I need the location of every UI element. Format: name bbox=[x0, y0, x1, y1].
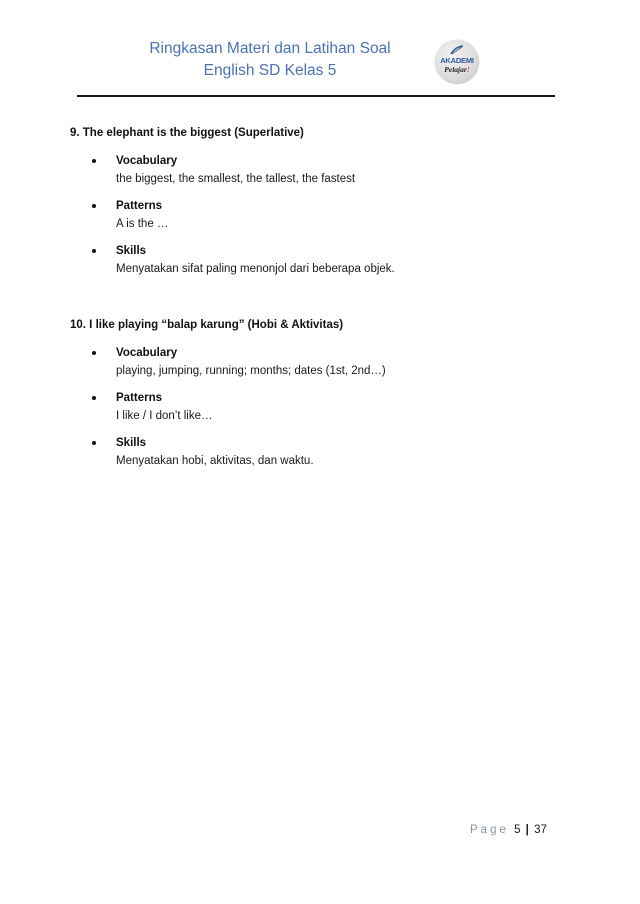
item-label: Patterns bbox=[116, 200, 163, 212]
document-title bbox=[100, 38, 440, 82]
list-item-patterns bbox=[70, 389, 570, 425]
current-page-number: 5 bbox=[514, 824, 521, 836]
bullet-icon bbox=[92, 204, 96, 208]
topic-list bbox=[70, 344, 570, 470]
section-hobbies bbox=[70, 317, 570, 470]
total-pages: 37 bbox=[534, 824, 547, 836]
logo-text-pelajar-word: Pelajar bbox=[444, 65, 467, 74]
page-header bbox=[0, 0, 640, 100]
item-text: Menyatakan sifat paling menonjol dari beberapa objek. bbox=[116, 263, 395, 275]
item-text: A is the … bbox=[116, 218, 169, 230]
page-label: Page bbox=[470, 824, 509, 836]
list-item-vocabulary bbox=[70, 152, 570, 188]
item-label: Vocabulary bbox=[116, 347, 178, 359]
pen-icon bbox=[449, 45, 465, 55]
list-item-patterns bbox=[70, 197, 570, 233]
page-footer bbox=[470, 824, 547, 836]
list-item-skills bbox=[70, 434, 570, 470]
section-heading: 9. The elephant is the biggest (Superlative) bbox=[70, 127, 304, 139]
document-title-line-2: English SD Kelas 5 bbox=[203, 62, 337, 79]
topic-list bbox=[70, 152, 570, 278]
logo-text-pelajar bbox=[435, 65, 479, 74]
bullet-icon bbox=[92, 396, 96, 400]
section-heading: 10. I like playing “balap karung” (Hobi & Aktivitas) bbox=[70, 319, 344, 331]
bullet-icon bbox=[92, 159, 96, 163]
header-divider bbox=[77, 95, 555, 97]
list-item-skills bbox=[70, 242, 570, 278]
akademi-pelajar-logo bbox=[435, 40, 479, 84]
section-superlative bbox=[70, 125, 570, 278]
item-text: the biggest, the smallest, the tallest, the fastest bbox=[116, 173, 356, 185]
item-text: playing, jumping, running; months; dates (1st, 2nd…) bbox=[116, 365, 386, 377]
list-item-vocabulary bbox=[70, 344, 570, 380]
page-separator: | bbox=[525, 824, 529, 836]
document-title-line-1: Ringkasan Materi dan Latihan Soal bbox=[149, 40, 391, 57]
bullet-icon bbox=[92, 351, 96, 355]
item-label: Skills bbox=[116, 437, 147, 449]
bullet-icon bbox=[92, 249, 96, 253]
logo-text-akademi: AKADEMI bbox=[440, 56, 474, 65]
item-label: Skills bbox=[116, 245, 147, 257]
item-text: Menyatakan hobi, aktivitas, dan waktu. bbox=[116, 455, 314, 467]
item-text: I like / I don’t like… bbox=[116, 410, 213, 422]
bullet-icon bbox=[92, 441, 96, 445]
item-label: Vocabulary bbox=[116, 155, 178, 167]
item-label: Patterns bbox=[116, 392, 163, 404]
logo-exclamation: ! bbox=[466, 65, 470, 74]
